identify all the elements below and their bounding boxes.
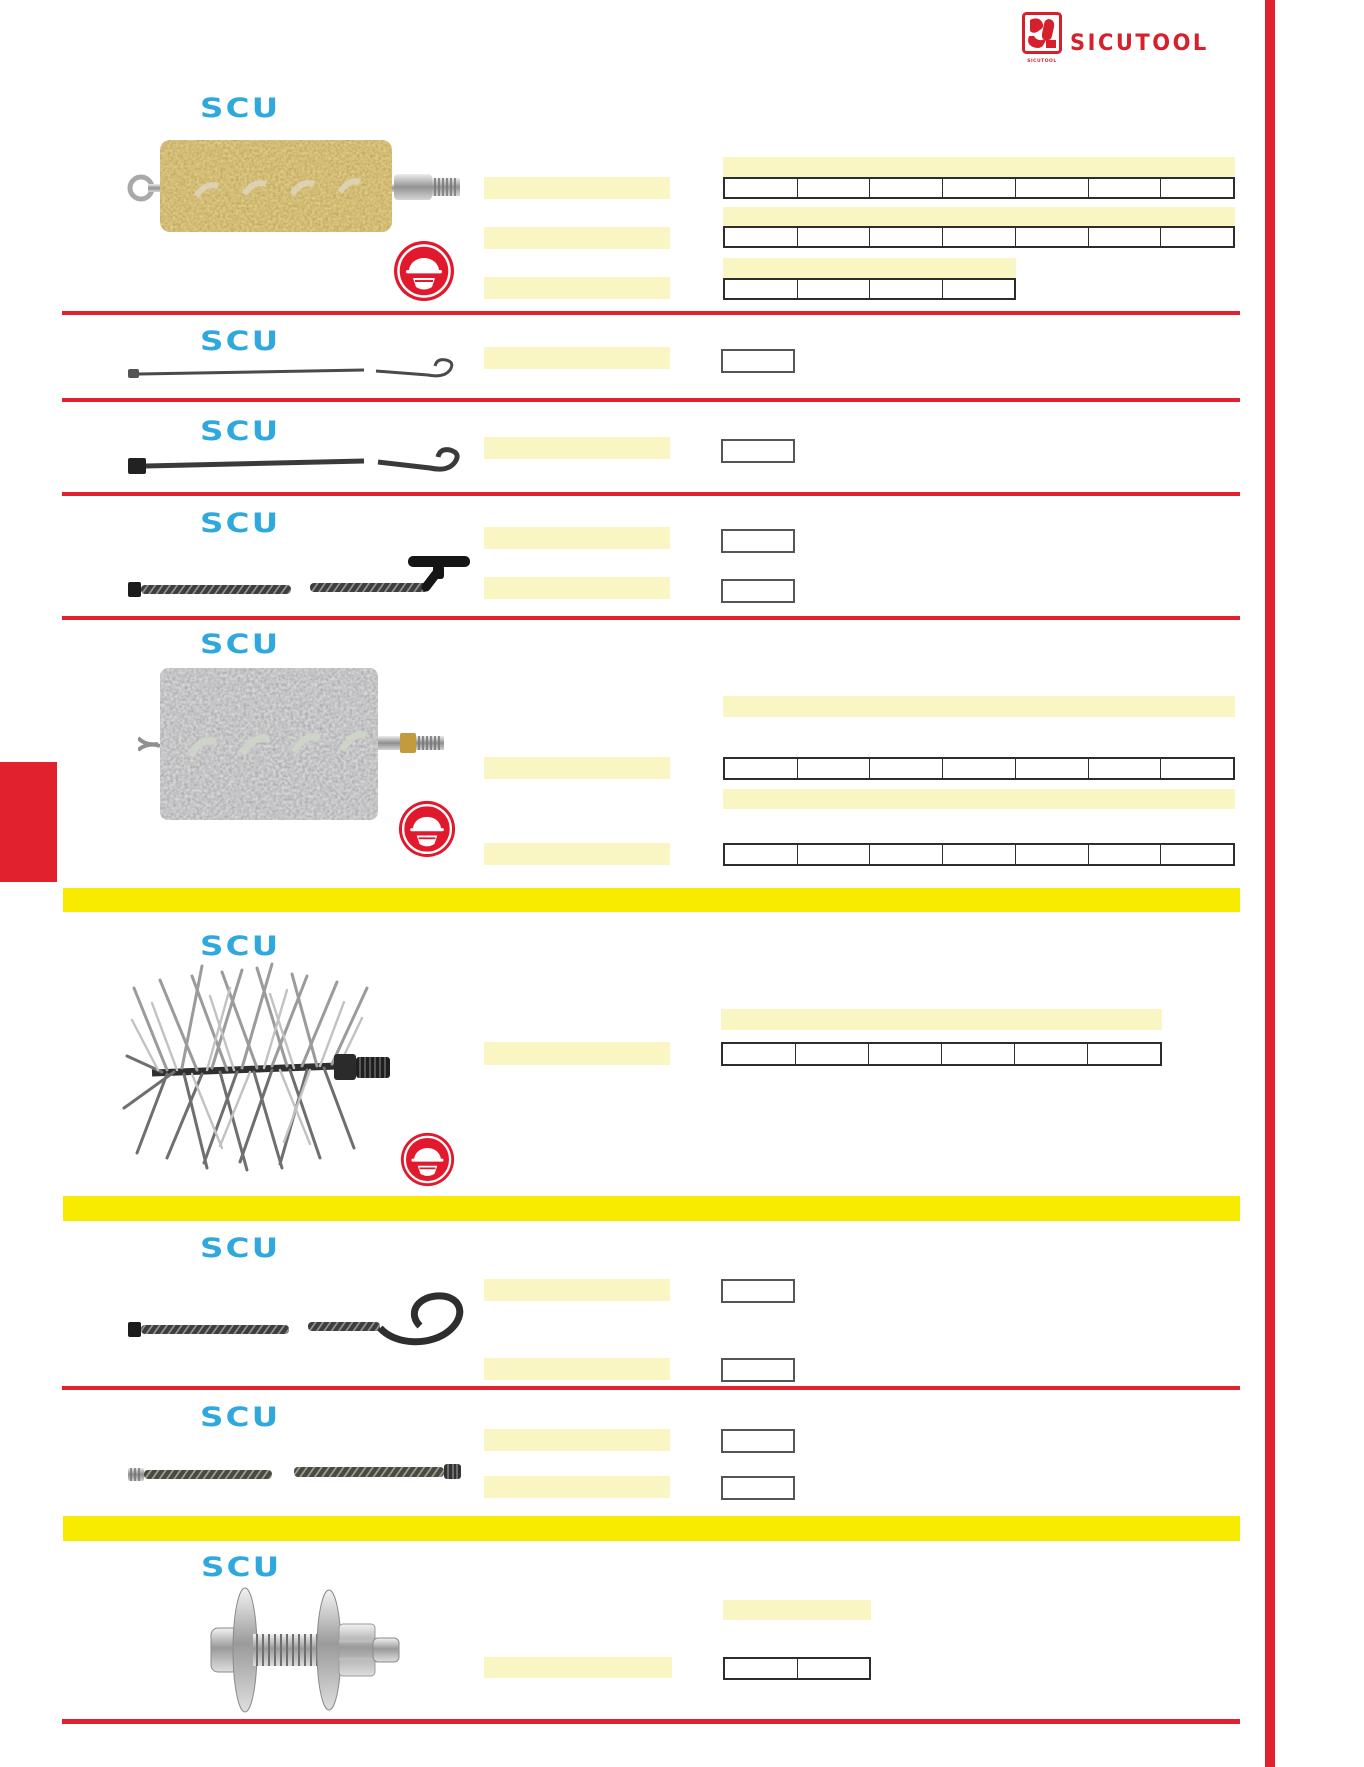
page-bottom-rule	[62, 1719, 1240, 1724]
product-label-bar	[484, 757, 670, 779]
scu-logo: SCU	[200, 1401, 281, 1433]
scu-logo: SCU	[200, 628, 281, 660]
table-header-band	[723, 696, 1235, 717]
product-label-bar	[484, 577, 670, 599]
safety-helmet-badge-icon	[393, 240, 455, 302]
rod-with-loop-handle-image	[126, 1288, 476, 1352]
product-label-bar	[484, 1429, 670, 1451]
scu-logo: SCU	[200, 92, 281, 124]
section-divider	[62, 616, 1240, 620]
category-yellow-band	[63, 1516, 1240, 1541]
product-label-bar	[484, 347, 670, 369]
steel-tube-brush-image	[138, 666, 458, 822]
size-table-row	[723, 226, 1235, 248]
table-header-band	[721, 1009, 1162, 1030]
scu-logo: SCU	[200, 507, 281, 539]
category-yellow-band	[63, 888, 1240, 912]
product-label-bar	[484, 1657, 672, 1678]
code-cell	[721, 349, 795, 373]
scu-logo: SCU	[200, 325, 281, 357]
code-cell	[721, 579, 795, 603]
product-label-bar	[484, 177, 670, 199]
thick-rod-with-eye-image	[126, 444, 476, 488]
table-header-band	[723, 207, 1235, 226]
product-label-bar	[484, 527, 670, 549]
safety-helmet-badge-icon	[398, 800, 456, 858]
thin-rod-with-eye-image	[126, 356, 471, 394]
product-label-bar	[484, 277, 670, 299]
code-cell	[721, 439, 795, 463]
two-braided-rods-image	[126, 1452, 476, 1496]
size-table-row	[723, 177, 1235, 199]
safety-helmet-badge-icon	[400, 1132, 455, 1187]
scu-logo: SCU	[200, 930, 281, 962]
code-cell	[721, 1279, 795, 1303]
table-header-band	[723, 157, 1235, 177]
category-yellow-band	[63, 1196, 1240, 1221]
product-label-bar	[484, 843, 670, 865]
brass-tube-brush-image	[126, 134, 466, 238]
section-divider	[62, 1386, 1240, 1390]
product-label-bar	[484, 1042, 670, 1065]
left-margin-red-block	[0, 762, 57, 882]
scu-logo: SCU	[201, 1551, 282, 1583]
code-cell	[721, 1358, 795, 1382]
table-header-band	[723, 1600, 871, 1620]
section-divider	[62, 398, 1240, 402]
bolt-adapter-image	[205, 1584, 400, 1716]
product-label-bar	[484, 1358, 670, 1380]
product-label-bar	[484, 1279, 670, 1301]
nylon-chimney-brush-image	[122, 958, 397, 1176]
code-cell	[721, 529, 795, 553]
size-table-row	[721, 1042, 1162, 1066]
right-red-stripe	[1265, 0, 1275, 1767]
logo-caption: SICUTOOL	[1027, 59, 1057, 64]
table-header-band	[723, 258, 1016, 278]
braided-rod-t-handle-image	[126, 552, 476, 608]
size-table-row	[723, 757, 1235, 780]
product-label-bar	[484, 1476, 670, 1498]
table-header-band	[723, 789, 1235, 809]
scu-logo: SCU	[200, 1232, 281, 1264]
section-divider	[62, 492, 1240, 496]
wrench-logo-icon	[1022, 12, 1062, 54]
product-label-bar	[484, 437, 670, 459]
brand-wordmark: SICUTOOL	[1070, 30, 1209, 56]
sicutool-logo-icon	[1022, 12, 1062, 64]
code-cell	[721, 1476, 795, 1500]
product-label-bar	[484, 227, 670, 249]
section-divider	[62, 311, 1240, 315]
size-table-row	[723, 1657, 871, 1680]
size-table-row	[723, 278, 1016, 300]
size-table-row	[723, 843, 1235, 866]
scu-logo: SCU	[200, 415, 281, 447]
code-cell	[721, 1429, 795, 1453]
